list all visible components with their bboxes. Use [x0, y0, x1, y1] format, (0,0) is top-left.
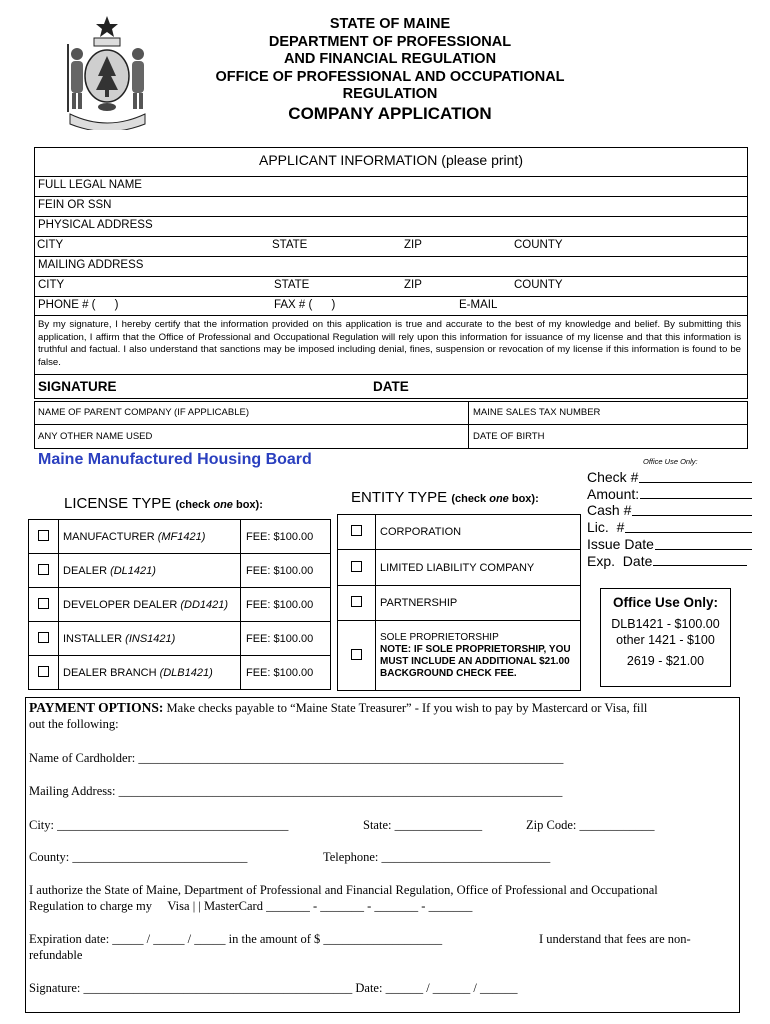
license-option-installer [29, 622, 331, 656]
installer-checkbox[interactable] [38, 632, 49, 643]
license-fee: FEE: $100.00 [241, 588, 331, 622]
license-code: (INS1421) [125, 632, 176, 645]
license-fee: FEE: $100.00 [241, 520, 331, 554]
signature-label: SIGNATURE [38, 379, 117, 394]
fein-label: FEIN OR SSN [38, 199, 112, 211]
fax-label: FAX # ( ) [274, 299, 336, 311]
payment-options-section [25, 697, 740, 1013]
board-name: Maine Manufactured Housing Board [38, 451, 312, 468]
parent-company-field[interactable] [35, 402, 469, 425]
header-office-2: REGULATION [342, 86, 438, 102]
license-label: INSTALLER [63, 632, 126, 645]
phone-label: PHONE # ( ) [38, 299, 119, 311]
license-name [59, 520, 241, 554]
payment-city-field[interactable]: City: _____________________________________ [29, 818, 289, 832]
physical-address-label: PHYSICAL ADDRESS [38, 219, 153, 231]
applicant-section-title: APPLICANT INFORMATION (please print) [259, 152, 523, 168]
amount-label: Amount: [587, 485, 640, 502]
entity-option-llc [338, 550, 581, 586]
license-label: MANUFACTURER [63, 530, 158, 543]
office-use-fields [587, 469, 752, 569]
payment-intro-text: Make checks payable to “Maine State Treasurer” - If you wish to pay by Mastercard or Visa, fill [163, 701, 648, 715]
entity-option-corporation [338, 515, 581, 550]
license-note-pre: (check [175, 499, 214, 511]
license-option-developer-dealer [29, 588, 331, 622]
dob-label: DATE OF BIRTH [473, 431, 545, 442]
license-code: (DD1421) [180, 598, 229, 611]
license-number-label: Lic. # [587, 519, 625, 536]
issue-date-field[interactable] [587, 536, 752, 553]
dealer-branch-checkbox[interactable] [38, 666, 49, 677]
mailing-city-row[interactable] [35, 276, 747, 296]
license-code: (DLB1421) [159, 666, 213, 679]
nonrefundable-notice: I understand that fees are non- [539, 932, 691, 946]
license-name [59, 554, 241, 588]
license-label: DEALER BRANCH [63, 666, 160, 679]
check-number-label: Check # [587, 469, 639, 485]
other-name-field[interactable] [35, 425, 469, 449]
physical-city-row[interactable] [35, 236, 747, 256]
fee-line-dlb: DLB1421 - $100.00 [611, 617, 720, 631]
office-use-small-title: Office Use Only: [643, 457, 698, 466]
form-title: COMPANY APPLICATION [288, 103, 492, 123]
fee-line-other: other 1421 - $100 [616, 633, 715, 647]
fee-line-background: 2619 - $21.00 [626, 654, 705, 668]
manufacturer-checkbox[interactable] [38, 530, 49, 541]
entity-label: CORPORATION [376, 515, 581, 550]
state-seal-logo [60, 14, 155, 130]
payment-signature-field[interactable]: Signature: ___________________________________________ Date: ______ / ______ / ______ [29, 981, 518, 995]
office-use-box [600, 588, 731, 687]
applicant-information-section [34, 147, 748, 399]
dob-field[interactable] [469, 425, 747, 449]
license-option-dealer [29, 554, 331, 588]
physical-address-field[interactable] [35, 216, 747, 236]
state-label: STATE [272, 239, 308, 251]
license-fee: FEE: $100.00 [241, 656, 331, 690]
entity-note-one: one [489, 493, 509, 505]
check-number-field[interactable] [587, 469, 752, 486]
zip-label: ZIP [404, 239, 422, 251]
license-code: (DL1421) [110, 564, 156, 577]
license-name [59, 622, 241, 656]
payment-telephone-field[interactable]: Telephone: ___________________________ [323, 850, 551, 864]
mailing-address-field[interactable] [35, 256, 747, 276]
entity-type-title [351, 489, 539, 506]
cardholder-field[interactable]: Name of Cardholder: ____________________________________________________________________ [29, 751, 564, 765]
certification-block [35, 315, 747, 374]
fein-field[interactable] [35, 196, 747, 216]
sales-tax-field[interactable] [469, 402, 747, 425]
entity-option-sole-proprietorship [338, 621, 581, 691]
expiration-date-label: Exp. Date [587, 552, 653, 569]
license-number-field[interactable] [587, 519, 752, 536]
contact-row[interactable] [35, 296, 747, 316]
developer-dealer-checkbox[interactable] [38, 598, 49, 609]
mailing-address-label: MAILING ADDRESS [38, 259, 144, 271]
date-label: DATE [373, 379, 409, 394]
payment-heading: PAYMENT OPTIONS: [29, 700, 164, 715]
llc-checkbox[interactable] [351, 561, 362, 572]
certification-text: By my signature, I hereby certify that the information provided on this application is true and accurate to the best of my knowledge and belief. By submitting this application, I affirm that the Office of Professional and Occupational Regulation will rely upon this information for issuance of my license and that this information is truthful and factual. I also understand that sanctions may be imposed including denial, fines, suspension or revocation of my license if this information is found to be false. [38, 319, 741, 368]
license-name [59, 588, 241, 622]
partnership-checkbox[interactable] [351, 596, 362, 607]
license-note-post: box): [232, 499, 263, 511]
license-option-dealer-branch [29, 656, 331, 690]
payment-intro-2: out the following: [29, 717, 119, 731]
entity-type-heading: ENTITY TYPE [351, 489, 448, 506]
zip-label: ZIP [404, 279, 422, 291]
license-label: DEVELOPER DEALER [63, 598, 181, 611]
state-label: STATE [274, 279, 310, 291]
email-label: E-MAIL [459, 299, 498, 311]
license-type-title [64, 495, 263, 512]
payment-state-field[interactable]: State: ______________ [363, 818, 483, 832]
full-legal-name-field[interactable] [35, 176, 747, 196]
entity-label: PARTNERSHIP [376, 586, 581, 621]
additional-info-section [34, 401, 748, 449]
expiration-date-field[interactable] [587, 553, 747, 570]
license-type-heading: LICENSE TYPE [64, 495, 172, 512]
entity-label: LIMITED LIABILITY COMPANY [376, 550, 581, 586]
license-code: (MF1421) [157, 530, 206, 543]
other-name-label: ANY OTHER NAME USED [38, 431, 153, 442]
sales-tax-label: MAINE SALES TAX NUMBER [473, 407, 601, 418]
header-department-2: AND FINANCIAL REGULATION [283, 51, 497, 67]
parent-company-label: NAME OF PARENT COMPANY (IF APPLICABLE) [38, 407, 249, 418]
amount-field[interactable] [587, 486, 752, 503]
sole-proprietorship-cell [376, 621, 581, 691]
header-department: DEPARTMENT OF PROFESSIONAL [268, 33, 512, 50]
payment-intro [29, 700, 647, 716]
cash-number-field[interactable] [587, 502, 752, 519]
dealer-checkbox[interactable] [38, 564, 49, 575]
county-label: COUNTY [514, 279, 563, 291]
agency-header [170, 16, 610, 124]
authorization-text: I authorize the State of Maine, Department of Professional and Financial Regulation, Office of Professional and Occupational [29, 883, 658, 897]
city-label: CITY [37, 239, 64, 251]
entity-note-pre: (check [451, 493, 490, 505]
city-label: CITY [38, 279, 65, 291]
license-type-table [28, 519, 331, 690]
license-fee: FEE: $100.00 [241, 554, 331, 588]
sole-proprietorship-note: NOTE: IF SOLE PROPRIETORSHIP, YOU MUST INCLUDE AN ADDITIONAL $21.00 BACKGROUND CHECK FEE. [380, 643, 571, 679]
corporation-checkbox[interactable] [351, 525, 362, 536]
entity-label: SOLE PROPRIETORSHIP [380, 631, 499, 643]
county-label: COUNTY [514, 239, 563, 251]
entity-type-table [337, 514, 581, 691]
payment-mailing-address-field[interactable]: Mailing Address: _______________________________________________________________________ [29, 784, 563, 798]
issue-date-label: Issue Date [587, 535, 654, 552]
license-note-one: one [213, 499, 233, 511]
license-fee: FEE: $100.00 [241, 622, 331, 656]
office-use-box-title: Office Use Only: [612, 595, 719, 610]
expiration-amount-field[interactable]: Expiration date: _____ / _____ / _____ in the amount of $ ___________________ [29, 932, 443, 946]
header-state: STATE OF MAINE [329, 16, 451, 32]
license-name [59, 656, 241, 690]
nonrefundable-notice-2: refundable [29, 948, 83, 962]
cash-number-label: Cash # [587, 502, 632, 519]
payment-county-field[interactable]: County: ____________________________ [29, 850, 248, 864]
payment-zip-field[interactable]: Zip Code: ____________ [526, 818, 655, 832]
license-option-manufacturer [29, 520, 331, 554]
entity-option-partnership [338, 586, 581, 621]
signature-row[interactable] [35, 374, 747, 399]
sole-proprietorship-checkbox[interactable] [351, 649, 362, 660]
entity-note-post: box): [508, 493, 539, 505]
card-number-field[interactable]: Regulation to charge my Visa | | MasterCard _______ - _______ - _______ - _______ [29, 899, 473, 913]
full-legal-name-label: FULL LEGAL NAME [38, 179, 142, 191]
header-office: OFFICE OF PROFESSIONAL AND OCCUPATIONAL [215, 68, 565, 85]
license-label: DEALER [63, 564, 111, 577]
